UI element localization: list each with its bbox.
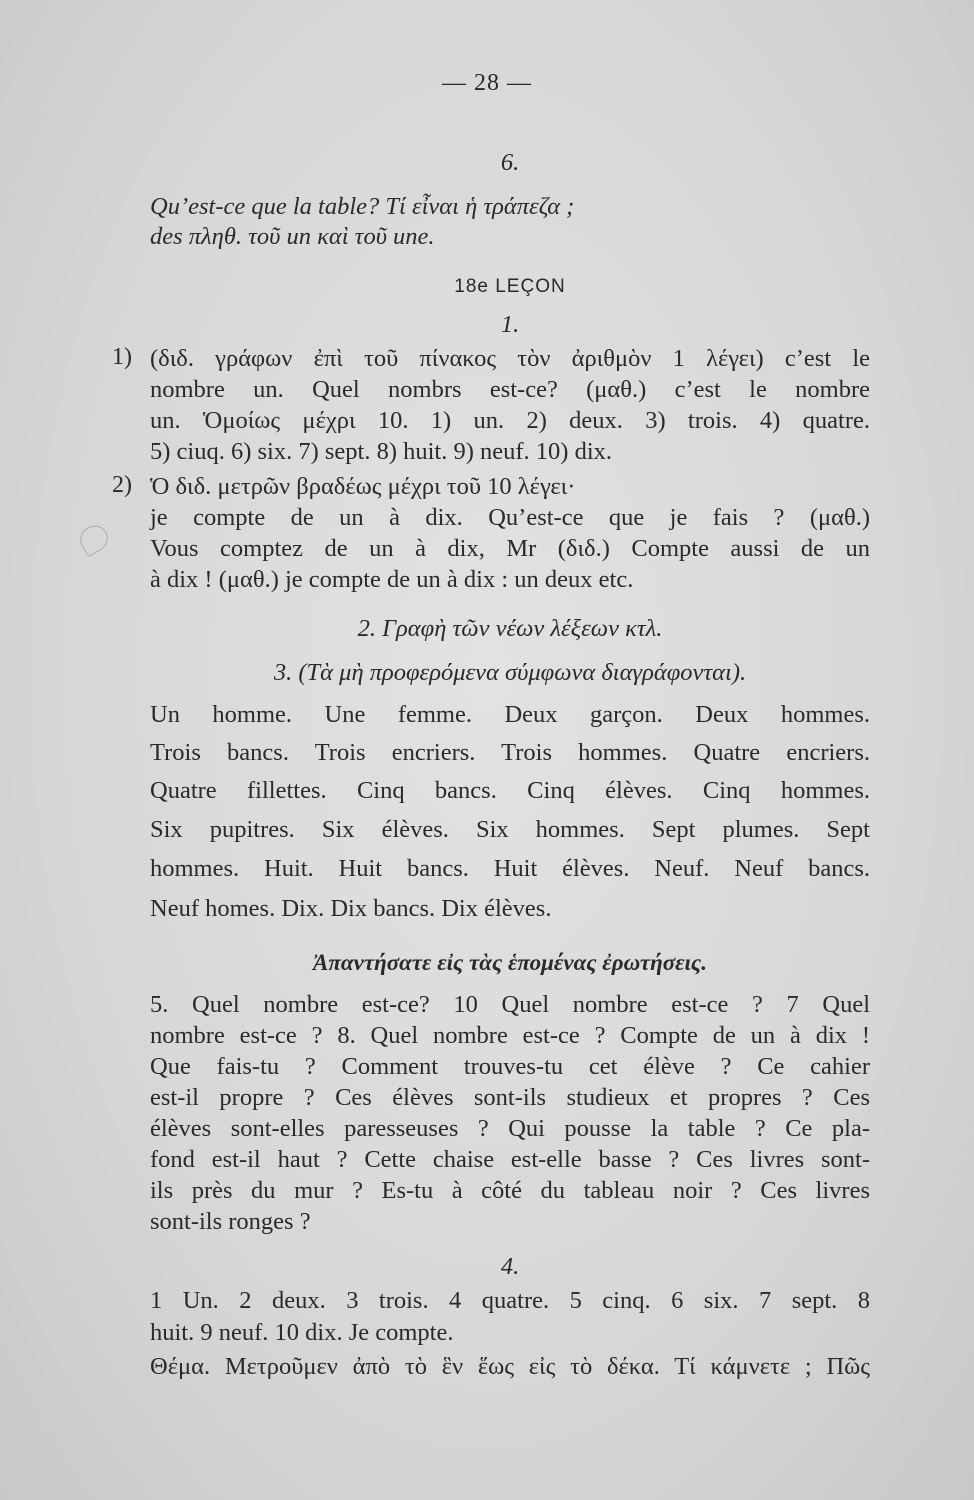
lesson-heading-1: 1. xyxy=(500,311,520,338)
para-2-line-4: à dix ! (μαθ.) je compte de un à dix : un deux etc. xyxy=(150,566,634,593)
margin-pencil-mark xyxy=(75,521,112,558)
section-4-heading: 4. xyxy=(500,1253,520,1280)
para-1-line-1: (διδ. γράφων ἐπὶ τοῦ πίνακος τὸν ἀριθμὸν 1 λέγει) c’est le xyxy=(150,345,870,372)
section-4-line-2: huit. 9 neuf. 10 dix. Je compte. xyxy=(150,1319,454,1346)
para-1-line-2: nombre un. Quel nombrs est-ce? (μαθ.) c’est le nombre xyxy=(150,376,870,403)
para-1-line-3: un. Ὁμοίως μέχρι 10. 1) un. 2) deux. 3) trois. 4) quatre. xyxy=(150,407,870,434)
para-2-line-1: Ὁ διδ. μετρῶν βραδέως μέχρι τοῦ 10 λέγει· xyxy=(150,473,576,500)
section-3-heading: 3. (Τὰ μὴ προφερόμενα σύμφωνα διαγράφονται). xyxy=(273,659,747,686)
para-2-number: 2) xyxy=(112,472,132,498)
para-2-line-3: Vous comptez de un à dix, Mr (διδ.) Compte aussi de un xyxy=(150,535,870,562)
question-line-4: est-il propre ? Ces élèves sont-ils studieux et propres ? Ces xyxy=(150,1084,870,1111)
para-2-line-2: je compte de un à dix. Qu’est-ce que je fais ? (μαθ.) xyxy=(150,504,870,531)
question-line-7: ils près du mur ? Es-tu à côté du tableau noir ? Ces livres xyxy=(150,1177,870,1204)
para-1-line-4: 5) ciuq. 6) six. 7) sept. 8) huit. 9) neuf. 10) dix. xyxy=(150,438,613,465)
words-line-6: Neuf homes. Dix. Dix bancs. Dix élèves. xyxy=(150,895,552,922)
section-6-line-1: Qu’est-ce que la table? Τί εἶναι ἡ τράπεζα ; xyxy=(150,193,575,220)
section-4-line-1: 1 Un. 2 deux. 3 trois. 4 quatre. 5 cinq. 6 six. 7 sept. 8 xyxy=(150,1287,870,1314)
words-line-3: Quatre fillettes. Cinq bancs. Cinq élèves. Cinq hommes. xyxy=(150,777,870,804)
section-2-heading: 2. Γραφὴ τῶν νέων λέξεων κτλ. xyxy=(357,615,663,642)
words-line-5: hommes. Huit. Huit bancs. Huit élèves. Neuf. Neuf bancs. xyxy=(150,855,870,882)
theme-line: Θέμα. Μετροῦμεν ἀπὸ τὸ ἓν ἕως εἰς τὸ δέκα. Τί κάμνετε ; Πῶς xyxy=(150,1353,870,1380)
para-1-number: 1) xyxy=(112,344,132,370)
question-line-5: élèves sont-elles paresseuses ? Qui pousse la table ? Ce pla- xyxy=(150,1115,870,1142)
question-line-3: Que fais-tu ? Comment trouves-tu cet élève ? Ce cahier xyxy=(150,1053,870,1080)
words-line-4: Six pupitres. Six élèves. Six hommes. Sept plumes. Sept xyxy=(150,816,870,843)
question-line-1: 5. Quel nombre est-ce? 10 Quel nombre est-ce ? 7 Quel xyxy=(150,991,870,1018)
section-6-line-2: des πληθ. τοῦ un καὶ τοῦ une. xyxy=(150,223,435,250)
question-line-6: fond est-il haut ? Cette chaise est-elle basse ? Ces livres sont- xyxy=(150,1146,870,1173)
question-line-2: nombre est-ce ? 8. Quel nombre est-ce ? Compte de un à dix ! xyxy=(150,1022,870,1049)
section-6-heading: 6. xyxy=(500,149,520,176)
lesson-title: 18e LEÇON xyxy=(454,276,566,297)
answer-heading: Ἀπαντήσατε εἰς τὰς ἑπομένας ἐρωτήσεις. xyxy=(313,950,707,975)
question-line-8: sont-ils ronges ? xyxy=(150,1208,311,1235)
words-line-1: Un homme. Une femme. Deux garçon. Deux hommes. xyxy=(150,701,870,728)
words-line-2: Trois bancs. Trois encriers. Trois hommes. Quatre encriers. xyxy=(150,739,870,766)
page-number: — 28 — xyxy=(442,70,532,96)
